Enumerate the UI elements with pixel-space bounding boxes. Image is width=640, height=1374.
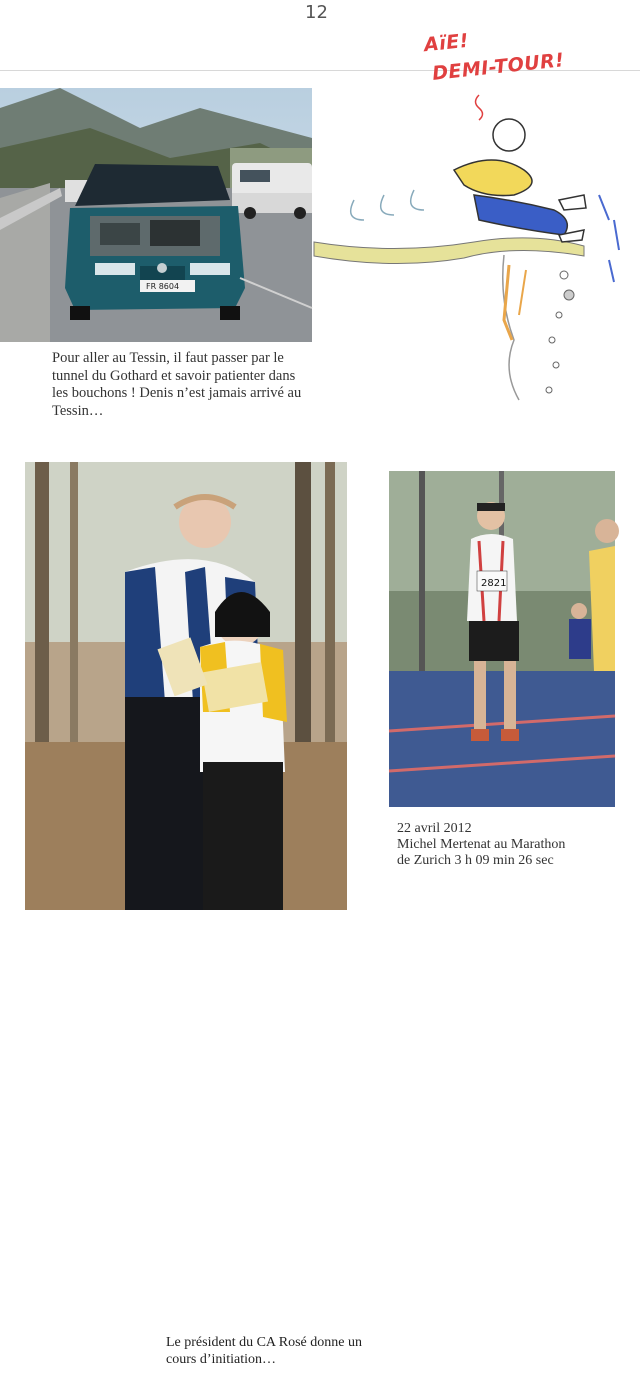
marathon-photo-caption bbox=[397, 821, 627, 869]
car-photo-caption: Pour aller au Tessin, il faut passer par le tunnel du Gothard et savoir patienter dans les bouchons ! Denis n’est jamais arrivé au Tessin… bbox=[52, 350, 302, 419]
car-breakdown-photo bbox=[0, 88, 312, 342]
orienteering-photo bbox=[25, 462, 362, 1367]
orienteering-photo-caption: Le président du CA Rosé donne un cours d’initiation… bbox=[160, 1330, 372, 1374]
license-plate: FR 8604 bbox=[146, 282, 180, 291]
page-number: 12 bbox=[305, 2, 328, 23]
marathon-caption-time: de Zurich 3 h 09 min 26 sec bbox=[397, 853, 554, 868]
demi-tour-cartoon bbox=[314, 20, 640, 420]
race-bib: 2821 bbox=[481, 578, 507, 589]
cartoon-shout-line1: AïE! bbox=[422, 29, 470, 57]
cartoon-shout-line2: DEMI-TOUR! bbox=[431, 49, 566, 85]
marathon-caption-date: 22 avril 2012 bbox=[397, 821, 472, 836]
marathon-caption-name: Michel Mertenat au Marathon bbox=[397, 837, 566, 852]
marathon-photo bbox=[389, 471, 615, 807]
